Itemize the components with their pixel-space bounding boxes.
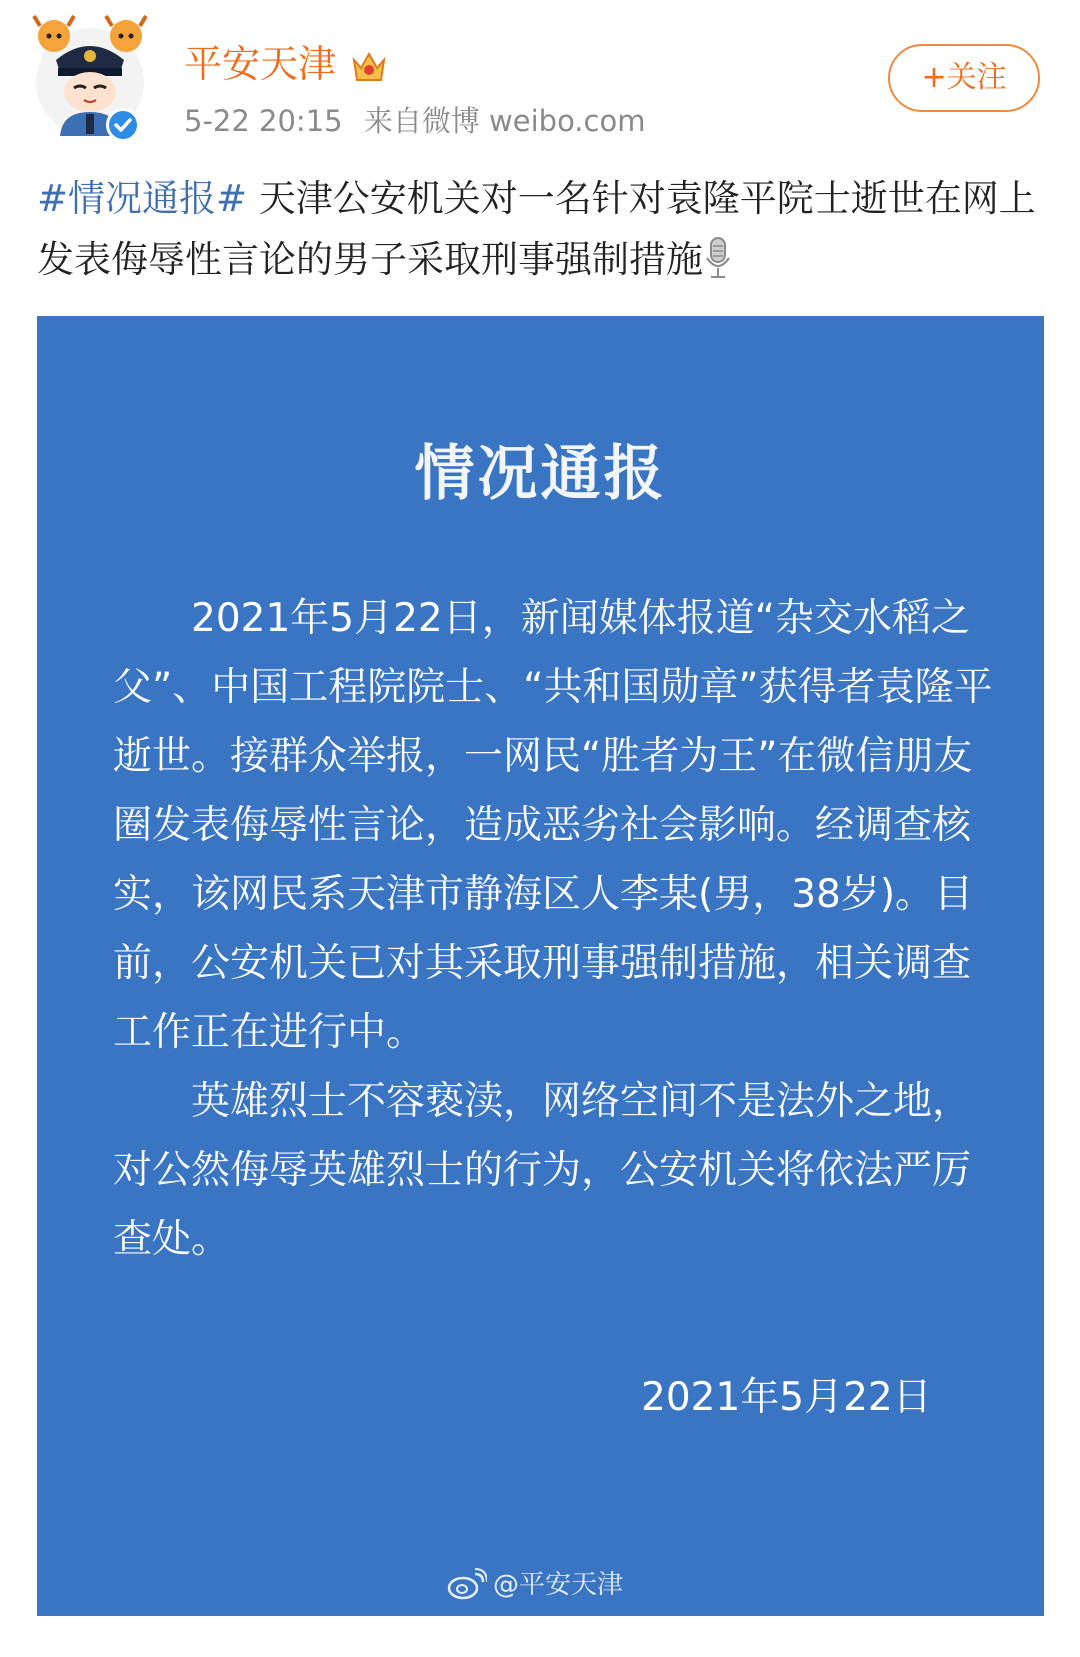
follow-button[interactable]: +关注 — [888, 44, 1040, 112]
notice-body — [113, 584, 993, 1274]
post-source: 来自微博 weibo.com — [363, 104, 646, 138]
weibo-watermark — [447, 1564, 623, 1601]
notice-image[interactable] — [37, 316, 1044, 1616]
notice-date: 2021年5月22日 — [641, 1375, 932, 1420]
post-body: 天津公安机关对一名针对袁隆平院士逝世在网上发表侮辱性言论的男子采取刑事强制措施 — [37, 177, 1036, 281]
post-text — [37, 168, 1047, 290]
microphone-icon — [703, 236, 733, 280]
watermark-text: @平安天津 — [493, 1570, 624, 1600]
weibo-logo-icon — [447, 1568, 487, 1600]
post-meta — [184, 102, 645, 140]
hashtag-link[interactable]: #情况通报# — [37, 177, 248, 220]
notice-title: 情况通报 — [414, 439, 667, 509]
post-timestamp: 5-22 20:15 — [184, 104, 343, 138]
vip-crown-icon[interactable] — [350, 48, 388, 86]
verified-badge-icon — [106, 108, 140, 142]
notice-paragraph: 2021年5月22日，新闻媒体报道“杂交水稻之父”、中国工程院院士、“共和国勋章”获得者袁隆平逝世。接群众举报，一网民“胜者为王”在微信朋友圈发表侮辱性言论，造成恶劣社会影响。经调查核实，该网民系天津市静海区人李某(男，38岁)。目前，公安机关已对其采取刑事强制措施，相关调查工作正在进行中。 — [113, 596, 993, 1055]
notice-paragraph: 英雄烈士不容亵渎，网络空间不是法外之地，对公然侮辱英雄烈士的行为，公安机关将依法严厉查处。 — [113, 1079, 972, 1262]
author-name[interactable]: 平安天津 — [184, 42, 337, 86]
